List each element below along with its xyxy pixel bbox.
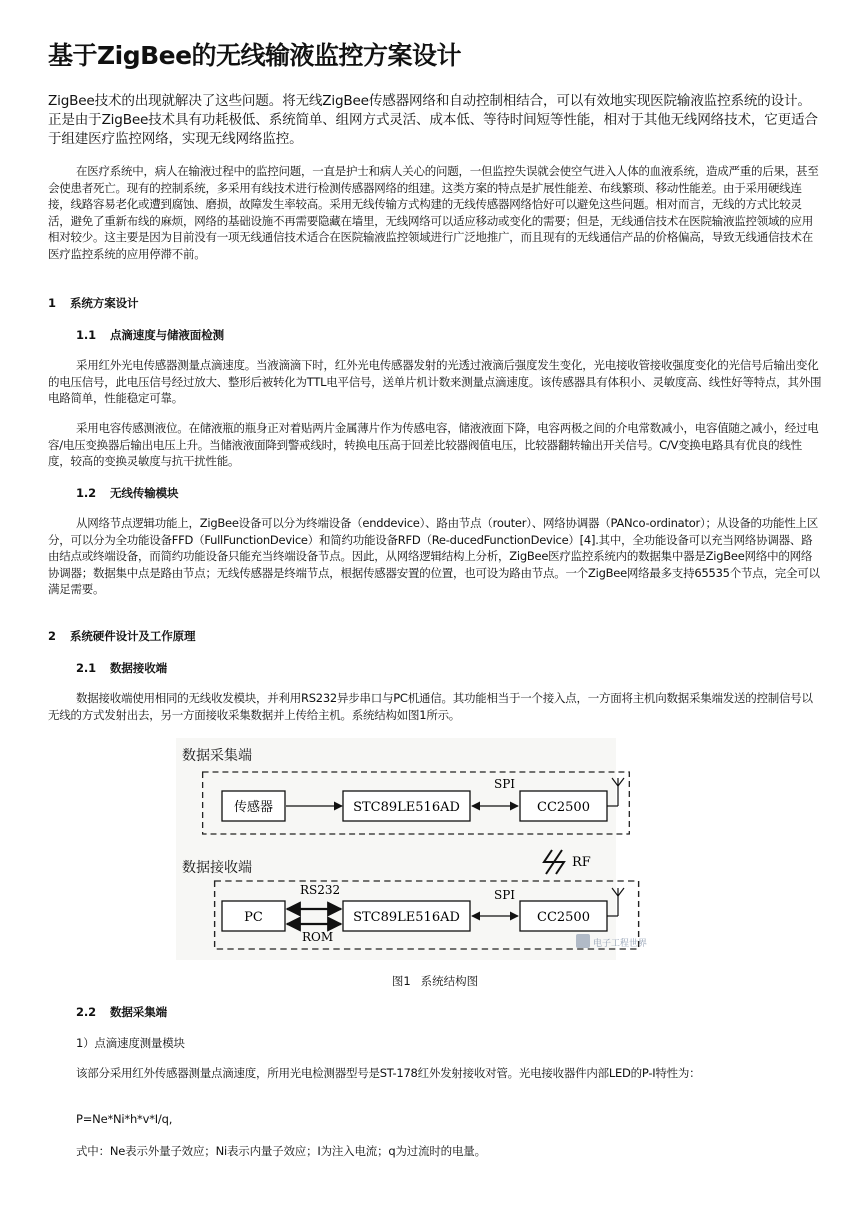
- caption-text: 系统结构图: [420, 974, 479, 988]
- body-paragraph-drip-speed: 采用红外光电传感器测量点滴速度。当液滴滴下时，红外光电传感器发射的光透过液滴后强度发生变化，光电接收管接收强度变化的光信号后输出变化的电压信号，此电压信号经过放大、整形后被转化为TTL电平信号，送单片机计数来测量点滴速度。该传感器具有体积小、灵敏度高、线性好等特点，其外围电路简单，性能稳定可靠。: [48, 358, 822, 406]
- rs232-label: RS232: [300, 883, 341, 897]
- mcu-bottom-label: STC89LE516AD: [353, 910, 460, 925]
- system-structure-figure: [176, 738, 648, 960]
- subsection-number: 2.1: [76, 661, 97, 675]
- subsection-number: 1.1: [76, 328, 97, 342]
- body-paragraph-liquid-level: 采用电容传感测液位。在储液瓶的瓶身正对着贴两片金属薄片作为传感电容，储液液面下降，电容两极之间的介电常数减小，电容值随之减小，经过电容/电压变换器后输出电压上升。当储液液面降到警戒线时，转换电压高于回差比较器阀值电压，比较器翻转输出开关信号。C/V变换电路具有优良的线性度，较高的变换灵敏度与抗干扰性能。: [48, 421, 819, 469]
- spi-bottom-label: SPI: [494, 888, 516, 902]
- rf-link-label: RF: [572, 855, 591, 870]
- body-paragraph-sensor-model: 该部分采用红外传感器测量点滴速度，所用光电检测器型号是ST-178红外发射接收对管。光电接收器件内部LED的P-I特性为：: [76, 1066, 701, 1080]
- system-diagram: [176, 738, 648, 960]
- intro-paragraph: ZigBee技术的出现就解决了这些问题。将无线ZigBee传感器网络和自动控制相结合，可以有效地实现医院输液监控系统的设计。正是由于ZigBee技术具有功耗极低、系统简单、组网方式灵活、成本低、等待时间短等性能，相对于其他无线网络技术，它更适合于组建医疗监控网络，实现无线网络监控。: [48, 93, 818, 147]
- section-number: 1: [48, 296, 56, 310]
- subsection-number: 1.2: [76, 486, 97, 500]
- subsection-heading-1-1: [76, 327, 224, 343]
- rf-top-label: CC2500: [537, 800, 590, 815]
- watermark-text: 电子工程世界: [593, 939, 648, 949]
- subsection-heading-2-2: [76, 1004, 167, 1020]
- spi-top-label: SPI: [494, 777, 516, 791]
- subsection-label: 数据接收端: [110, 661, 167, 675]
- section-number: 2: [48, 629, 56, 643]
- subsection-label: 数据采集端: [110, 1005, 167, 1019]
- subsection-heading-1-2: [76, 485, 178, 501]
- figure-caption: [48, 973, 822, 989]
- section-heading-1: [48, 295, 138, 311]
- body-paragraph-background: 在医疗系统中，病人在输液过程中的监控问题，一直是护士和病人关心的问题，一但监控失误就会使空气进入人体的血液系统，造成严重的后果，甚至会使患者死亡。现有的控制系统，多采用有线技术进行检测传感器网络的组建。这类方案的特点是扩展性能差、布线繁琐、移动性能差。由于采用硬线连接，线路容易老化或遭到腐蚀、磨损，故障发生率较高。采用无线传输方式构建的无线传感器网络恰好可以避免这些问题。相对而言，无线的方式比较灵活，避免了重新布线的麻烦，网络的基础设施不再需要隐藏在墙里，无线网络可以适应移动或变化的需要；但是，无线通信技术在医院输液监控领域的应用相对较少。这主要是因为目前没有一项无线通信技术适合在医院输液监控领域进行广泛地推广，而且现有的无线通信产品的价格偏高，导致无线通信技术在医疗监控系统的应用停滞不前。: [48, 164, 819, 261]
- top-group-label: 数据采集端: [182, 748, 252, 764]
- subsection-number: 2.2: [76, 1005, 97, 1019]
- subsection-label: 无线传输模块: [110, 486, 179, 500]
- caption-number: 图1: [391, 974, 411, 988]
- formula-note: 式中：Ne表示外量子效应；Ni表示内量子效应；I为注入电流；q为过流时的电量。: [76, 1144, 486, 1158]
- body-paragraph-receiver: 数据接收端使用相同的无线收发模块，并利用RS232异步串口与PC机通信。其功能相当于一个接入点，一方面将主机向数据采集端发送的控制信号以无线的方式发射出去，另一方面接收采集数据并上传给主机。系统结构如图1所示。: [48, 691, 813, 722]
- sensor-label: 传感器: [233, 800, 274, 815]
- rf-bottom-label: CC2500: [537, 910, 590, 925]
- mcu-top-label: STC89LE516AD: [353, 800, 460, 815]
- article-title: 基于ZigBee的无线输液监控方案设计: [48, 41, 462, 70]
- bottom-group-label: 数据接收端: [182, 860, 252, 876]
- rom-label: ROM: [302, 930, 334, 944]
- formula: P=Ne*Ni*h*v*I/q,: [76, 1112, 173, 1126]
- subsection-label: 点滴速度与储液面检测: [110, 328, 224, 342]
- body-paragraph-wireless: 从网络节点逻辑功能上，ZigBee设备可以分为终端设备（enddevice）、路由节点（router）、网络协调器（PANco-ordinator）；从设备的功能性上区分，可以分为全功能设备FFD（FullFunctionDevice）和简约功能设备RFD（Re-ducedFunctionDevice）[4].其中，全功能设备可以充当网络协调器、路由结点或终端设备，而简约功能设备只能充当终端设备节点。因此，从网络逻辑结构上分析，ZigBee医疗监控系统内的数据集中器是ZigBee网络中的网络协调器；数据集中点是路由节点；无线传感器是终端节点，根据传感器安置的位置，也可设为路由节点。一个ZigBee网络最多支持65535个节点，完全可以满足需要。: [48, 516, 820, 597]
- section-label: 系统方案设计: [70, 296, 139, 310]
- section-heading-2: [48, 628, 195, 644]
- pc-label: PC: [244, 910, 263, 925]
- section-label: 系统硬件设计及工作原理: [70, 629, 196, 643]
- list-item-drip-module: 1）点滴速度测量模块: [76, 1036, 185, 1050]
- subsection-heading-2-1: [76, 660, 167, 676]
